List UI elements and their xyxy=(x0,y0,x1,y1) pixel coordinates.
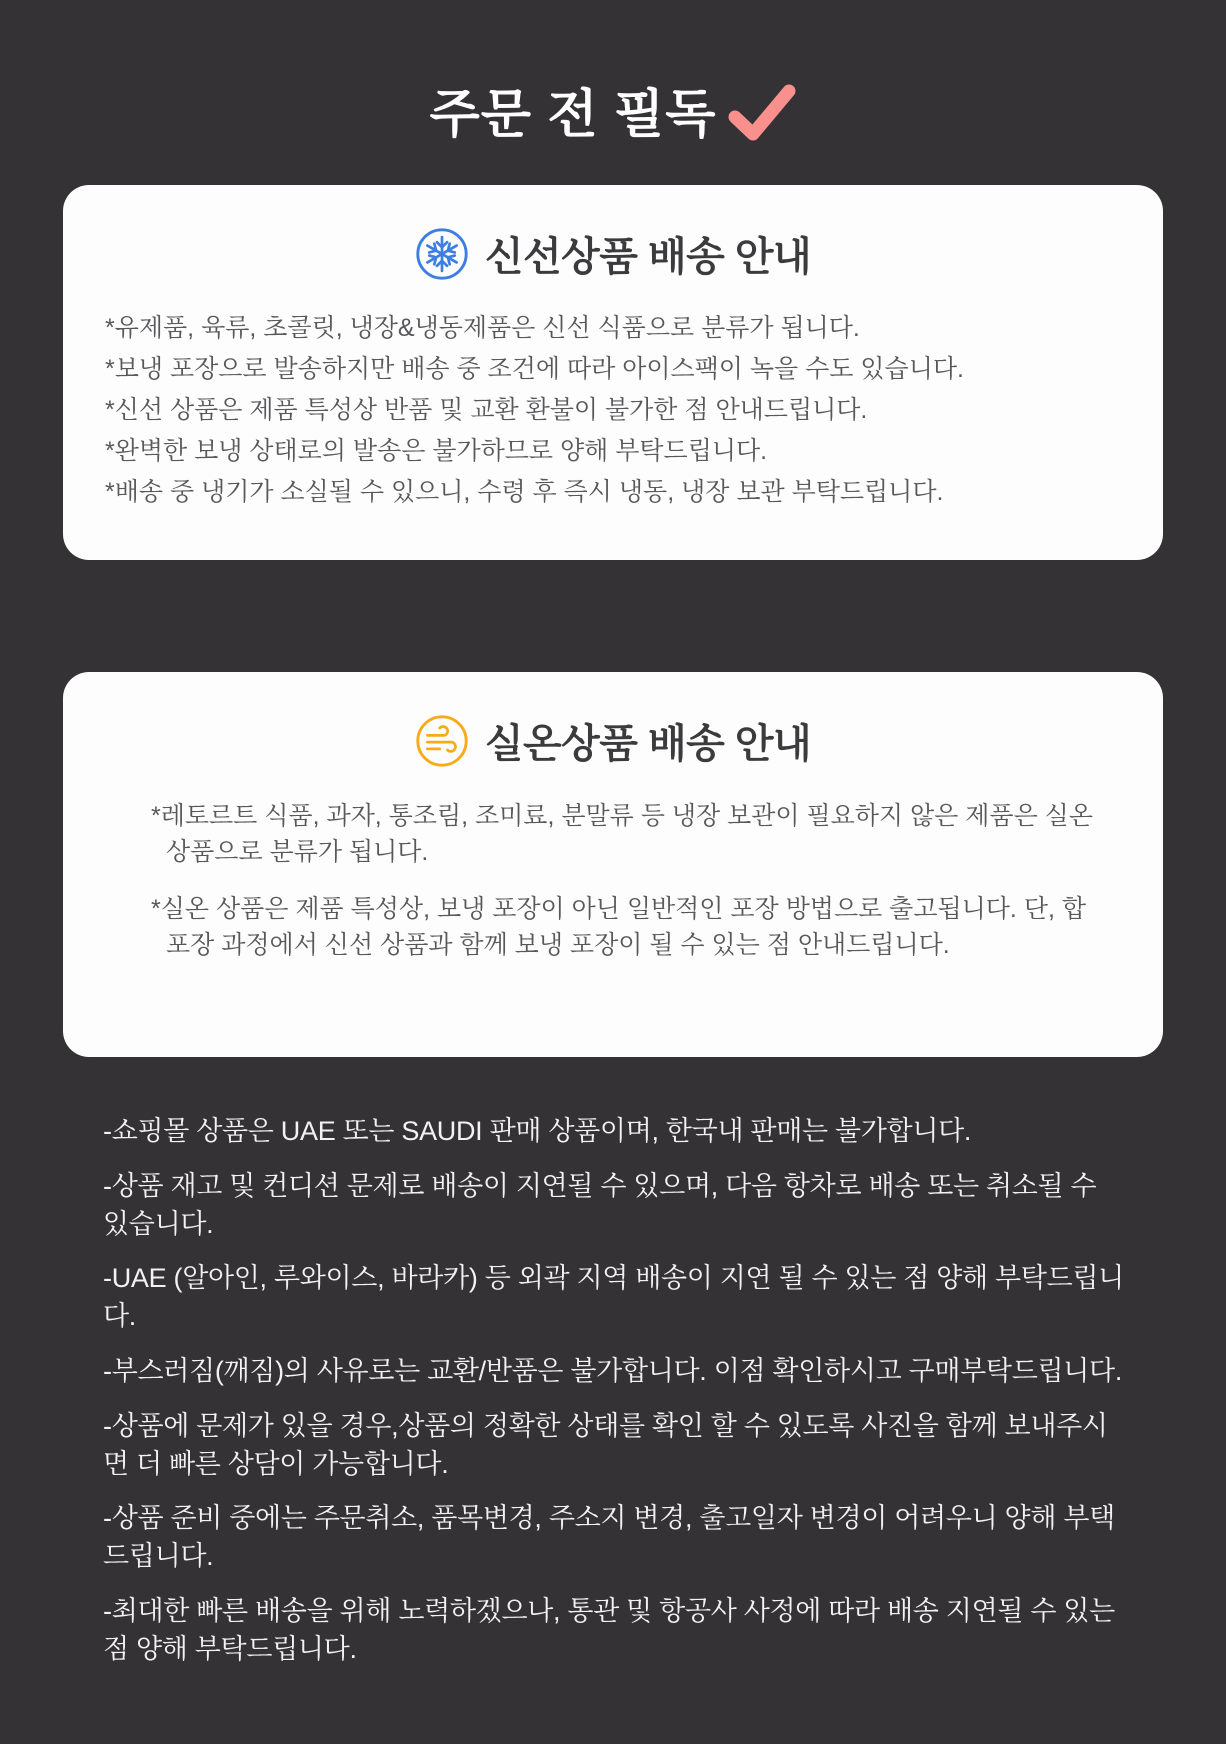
fresh-shipping-card xyxy=(63,185,1163,560)
notice-item: -최대한 빠른 배송을 위해 노력하겠으나, 통관 및 항공사 사정에 따라 배송 지연될 수 있는 점 양해 부탁드립니다. xyxy=(103,1595,1115,1664)
fresh-notice-line: *보냉 포장으로 발송하지만 배송 중 조건에 따라 아이스팩이 녹을 수도 있습니다. xyxy=(105,355,964,383)
checkmark-icon xyxy=(727,83,797,143)
notice-item: -부스러짐(깨짐)의 사유로는 교환/반품은 불가합니다. 이점 확인하시고 구매부탁드립니다. xyxy=(103,1355,1123,1386)
fresh-card-title-row xyxy=(105,225,1121,282)
fresh-notice-line: *유제품, 육류, 초콜릿, 냉장&냉동제품은 신선 식품으로 분류가 됩니다. xyxy=(105,314,860,342)
notice-item: -상품에 문제가 있을 경우,상품의 정확한 상태를 확인 할 수 있도록 사진을 함께 보내주시면 더 빠른 상담이 가능합니다. xyxy=(103,1410,1108,1479)
notice-item: -UAE (알아인, 루와이스, 바라카) 등 외곽 지역 배송이 지연 될 수 있는 점 양해 부탁드립니다. xyxy=(103,1263,1124,1332)
snowflake-icon xyxy=(415,227,469,281)
notice-item: -쇼핑몰 상품은 UAE 또는 SAUDI 판매 상품이며, 한국내 판매는 불가합니다. xyxy=(103,1116,972,1146)
room-notice-line: *레토르트 식품, 과자, 통조림, 조미료, 분말류 등 냉장 보관이 필요하지 않은 제품은 실온 상품으로 분류가 됩니다. xyxy=(151,802,1093,866)
wind-icon xyxy=(415,714,469,768)
fresh-card-body xyxy=(105,308,1121,513)
fresh-card-title: 신선상품 배송 안내 xyxy=(484,235,812,279)
notice-item: -상품 재고 및 컨디션 문제로 배송이 지연될 수 있으며, 다음 항차로 배송 또는 취소될 수 있습니다. xyxy=(103,1170,1097,1239)
notice-item: -상품 준비 중에는 주문취소, 품목변경, 주소지 변경, 출고일자 변경이 어려우니 양해 부택드립니다. xyxy=(103,1503,1115,1572)
room-card-body xyxy=(105,799,1121,963)
room-card-title: 실온상품 배송 안내 xyxy=(484,722,812,766)
general-notices xyxy=(103,1113,1126,1669)
room-card-title-row xyxy=(105,712,1121,769)
page-header xyxy=(0,0,1226,147)
room-temp-shipping-card xyxy=(63,672,1163,1057)
fresh-notice-line: *완벽한 보냉 상태로의 발송은 불가하므로 양해 부탁드립니다. xyxy=(105,437,768,465)
fresh-notice-line: *신선 상품은 제품 특성상 반품 및 교환 환불이 불가한 점 안내드립니다. xyxy=(105,396,868,424)
fresh-notice-line: *배송 중 냉기가 소실될 수 있으니, 수령 후 즉시 냉동, 냉장 보관 부탁드립니다. xyxy=(105,478,944,506)
page-title: 주문 전 필독 xyxy=(429,86,717,144)
room-notice-line: *실온 상품은 제품 특성상, 보냉 포장이 아닌 일반적인 포장 방법으로 출고됩니다. 단, 합포장 과정에서 신선 상품과 함께 보냉 포장이 될 수 있는 점 안내드립니다. xyxy=(151,895,1087,959)
